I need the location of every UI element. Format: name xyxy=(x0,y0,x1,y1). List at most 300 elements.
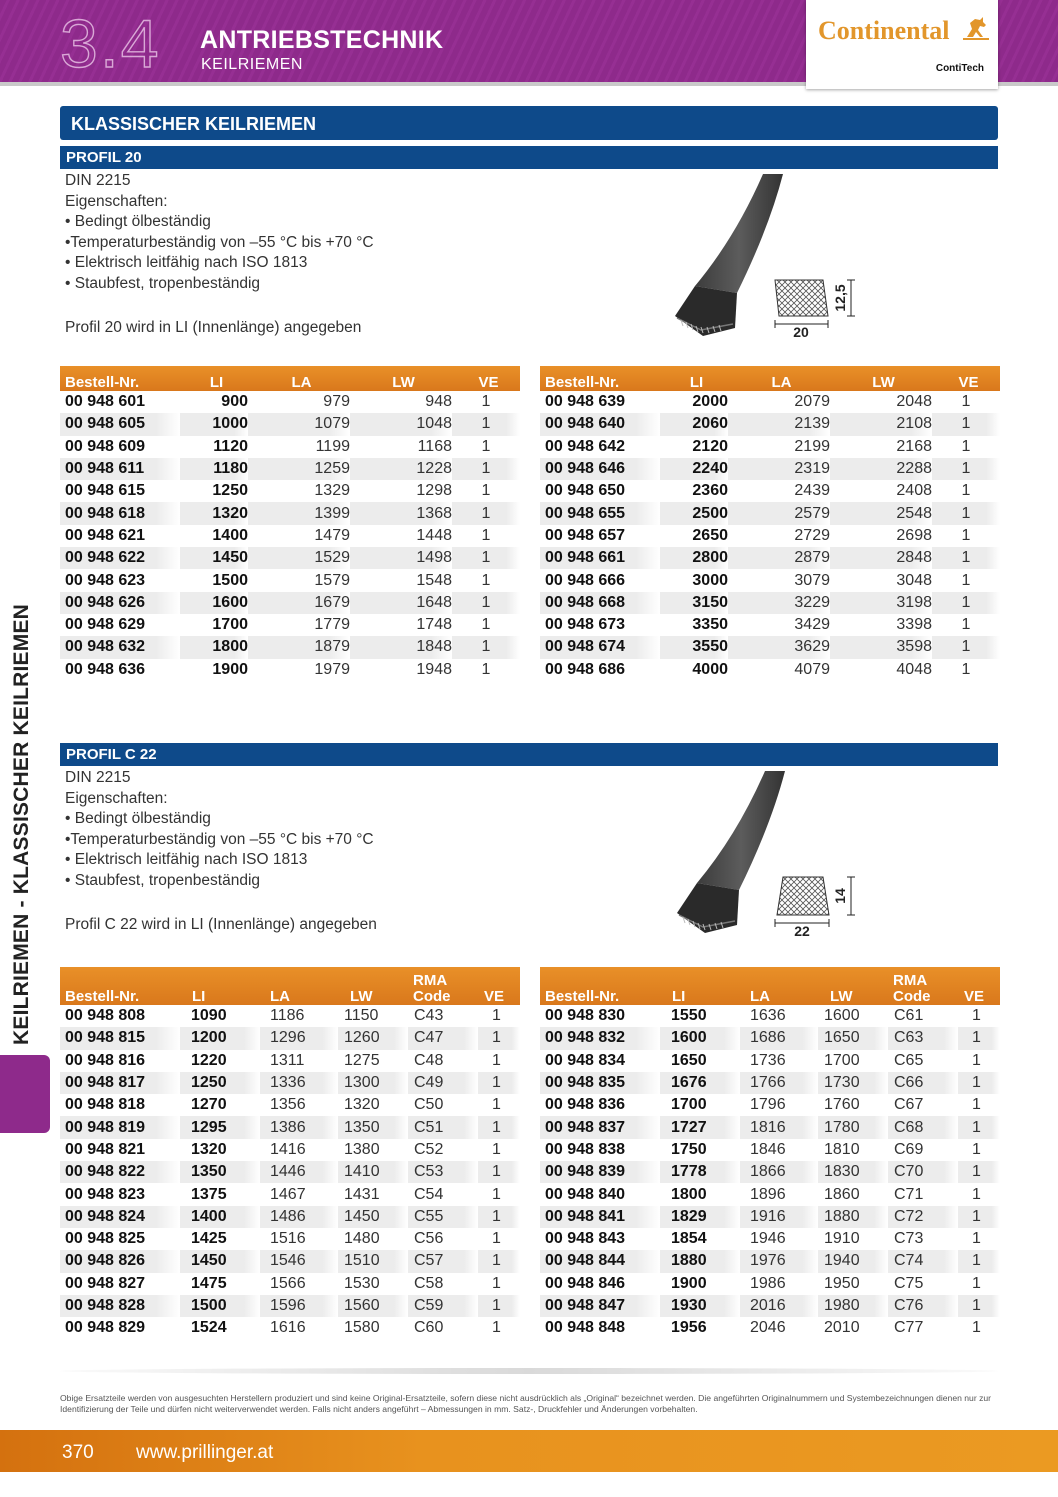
lw-value: 1650 xyxy=(818,1027,888,1049)
li-value: 1320 xyxy=(191,1140,227,1158)
order-number: 00 948 808 xyxy=(65,1007,146,1025)
lw-value: 1350 xyxy=(338,1116,408,1138)
order-number: 00 948 840 xyxy=(545,1185,626,1203)
property-item: • Bedingt ölbeständig xyxy=(65,213,211,230)
rma-code: C69 xyxy=(894,1140,924,1158)
la-value: 1616 xyxy=(270,1319,306,1337)
order-number: 00 948 646 xyxy=(540,458,660,480)
li-value: 2500 xyxy=(660,502,728,524)
la-value: 4079 xyxy=(794,660,830,678)
ve-value: 1 xyxy=(972,1274,981,1292)
order-number: 00 948 629 xyxy=(65,616,146,634)
li-value: 1900 xyxy=(212,660,248,678)
la-value: 2079 xyxy=(794,393,830,411)
table-row xyxy=(60,1228,520,1250)
column-header: VE xyxy=(452,366,520,391)
rma-code: C50 xyxy=(414,1096,444,1114)
lw-value: 1748 xyxy=(416,616,452,634)
rma-code: C51 xyxy=(408,1116,478,1138)
lw-value: 1600 xyxy=(824,1007,860,1025)
table-row xyxy=(540,1027,1000,1049)
lw-value: 3198 xyxy=(830,592,932,614)
la-value: 2046 xyxy=(750,1319,786,1337)
la-value: 1896 xyxy=(750,1185,786,1203)
lw-value: 2168 xyxy=(896,437,932,455)
profile-20-table-right xyxy=(540,366,1000,681)
ve-value: 1 xyxy=(972,1319,981,1337)
table-row xyxy=(60,1116,520,1138)
rma-code: C53 xyxy=(408,1161,478,1183)
la-value: 1796 xyxy=(750,1096,786,1114)
brand-logo xyxy=(806,0,998,89)
rma-code: C67 xyxy=(894,1096,924,1114)
lw-value: 1450 xyxy=(338,1206,408,1228)
li-value: 1600 xyxy=(180,592,248,614)
la-value: 1916 xyxy=(740,1206,818,1228)
li-value: 2360 xyxy=(692,482,728,500)
table-row xyxy=(540,1183,1000,1205)
brand-wordmark: Continental xyxy=(818,16,950,45)
rma-code: C57 xyxy=(408,1250,478,1272)
table-row xyxy=(540,1050,1000,1072)
property-item: • Staubfest, tropenbeständig xyxy=(65,274,261,292)
v-belt-profile-20-image xyxy=(665,168,865,348)
table-row xyxy=(540,1139,1000,1161)
header-subtitle: KEILRIEMEN xyxy=(201,56,303,73)
rma-code: C60 xyxy=(414,1319,444,1337)
property-item: • Elektrisch leitfähig nach ISO 1813 xyxy=(65,851,308,868)
la-value: 1416 xyxy=(270,1140,306,1158)
la-value: 1479 xyxy=(314,526,350,544)
ve-value: 1 xyxy=(932,502,1000,524)
li-value: 1500 xyxy=(212,571,248,589)
la-value: 1596 xyxy=(260,1295,338,1317)
column-header: VE xyxy=(478,967,520,1005)
lw-value: 1560 xyxy=(338,1295,408,1317)
table-row xyxy=(60,502,520,524)
table-row xyxy=(60,1206,520,1228)
table-row xyxy=(540,659,1000,681)
table-row xyxy=(540,547,1000,569)
li-value: 1090 xyxy=(191,1007,227,1025)
rma-code: C75 xyxy=(894,1274,924,1292)
lw-value: 1275 xyxy=(344,1051,380,1069)
ve-value: 1 xyxy=(972,1140,981,1158)
li-value: 2650 xyxy=(692,526,728,544)
order-number: 00 948 626 xyxy=(60,592,180,614)
profile-note: Profil C 22 wird in LI (Innenlänge) angegeben xyxy=(65,916,377,933)
li-value: 1375 xyxy=(191,1185,227,1203)
lw-value: 1810 xyxy=(824,1140,860,1158)
rma-code: C49 xyxy=(408,1072,478,1094)
order-number: 00 948 824 xyxy=(60,1206,180,1228)
li-value: 1400 xyxy=(212,526,248,544)
table-row xyxy=(540,614,1000,636)
li-value: 1320 xyxy=(180,502,248,524)
page-footer xyxy=(0,1430,1058,1472)
column-header: LA xyxy=(260,967,338,1005)
order-number: 00 948 844 xyxy=(540,1250,660,1272)
order-number: 00 948 823 xyxy=(65,1185,146,1203)
order-number: 00 948 815 xyxy=(60,1027,180,1049)
ve-value: 1 xyxy=(961,437,971,455)
table-row xyxy=(60,1005,520,1027)
column-header: RMA Code xyxy=(408,967,478,1005)
table-row xyxy=(60,1139,520,1161)
table-row xyxy=(60,1250,520,1272)
ve-value: 1 xyxy=(958,1072,1000,1094)
column-header: LI xyxy=(660,366,728,391)
ve-value: 1 xyxy=(961,616,971,634)
li-value: 1750 xyxy=(671,1140,707,1158)
lw-value: 1848 xyxy=(350,636,452,658)
order-number: 00 948 632 xyxy=(60,636,180,658)
column-header: VE xyxy=(932,366,1000,391)
column-header: Bestell-Nr. xyxy=(60,366,180,391)
lw-value: 2408 xyxy=(896,482,932,500)
rma-code: C47 xyxy=(408,1027,478,1049)
la-value: 2199 xyxy=(794,437,830,455)
li-value: 1500 xyxy=(180,1295,260,1317)
li-value: 1250 xyxy=(180,1072,260,1094)
table-row xyxy=(540,391,1000,413)
column-header: LI xyxy=(660,967,740,1005)
ve-value: 1 xyxy=(972,1096,981,1114)
property-item: •Temperaturbeständig von –55 °C bis +70 °C xyxy=(65,233,374,251)
order-number: 00 948 655 xyxy=(540,502,660,524)
la-value: 1579 xyxy=(314,571,350,589)
li-value: 1829 xyxy=(660,1206,740,1228)
li-value: 3350 xyxy=(692,616,728,634)
ve-value: 1 xyxy=(972,1230,981,1248)
lw-value: 3598 xyxy=(830,636,932,658)
rma-code: C48 xyxy=(414,1051,444,1069)
la-value: 1686 xyxy=(740,1027,818,1049)
li-value: 1475 xyxy=(191,1274,227,1292)
lw-value: 2698 xyxy=(896,526,932,544)
la-value: 1866 xyxy=(740,1161,818,1183)
table-row xyxy=(540,1295,1000,1317)
la-value: 1329 xyxy=(314,482,350,500)
ve-value: 1 xyxy=(481,571,491,589)
table-row xyxy=(60,592,520,614)
li-value: 1524 xyxy=(191,1319,227,1337)
ve-value: 1 xyxy=(452,458,520,480)
order-number: 00 948 817 xyxy=(60,1072,180,1094)
order-number: 00 948 822 xyxy=(60,1161,180,1183)
la-value: 1186 xyxy=(270,1007,305,1025)
ve-value: 1 xyxy=(481,482,491,500)
li-value: 1250 xyxy=(212,482,248,500)
li-value: 1450 xyxy=(180,1250,260,1272)
rma-code: C61 xyxy=(894,1007,924,1025)
lw-value: 3048 xyxy=(896,571,932,589)
ve-value: 1 xyxy=(481,393,491,411)
li-value: 1650 xyxy=(671,1051,707,1069)
column-header: LI xyxy=(180,967,260,1005)
order-number: 00 948 673 xyxy=(545,616,626,634)
ve-value: 1 xyxy=(481,660,491,678)
la-value: 1566 xyxy=(270,1274,306,1292)
lw-value: 1548 xyxy=(416,571,452,589)
li-value: 900 xyxy=(221,393,248,411)
ve-value: 1 xyxy=(958,1206,1000,1228)
horse-logo-icon xyxy=(963,15,989,41)
profile-c22-description xyxy=(65,768,377,936)
column-header: LW xyxy=(830,366,932,391)
table-row xyxy=(540,636,1000,658)
order-number: 00 948 832 xyxy=(540,1027,660,1049)
la-value: 3079 xyxy=(794,571,830,589)
rma-code: C77 xyxy=(894,1319,924,1337)
header-title: ANTRIEBSTECHNIK xyxy=(200,26,444,54)
property-item: • Bedingt ölbeständig xyxy=(65,810,211,827)
profile-c22-title: PROFIL C 22 xyxy=(60,743,998,766)
ve-value: 1 xyxy=(478,1206,520,1228)
rma-code: C68 xyxy=(888,1116,958,1138)
table-row xyxy=(540,1116,1000,1138)
lw-value: 948 xyxy=(425,393,452,411)
order-number: 00 948 686 xyxy=(545,660,626,678)
footer-url[interactable]: www.prillinger.at xyxy=(136,1442,274,1463)
lw-value: 1228 xyxy=(350,458,452,480)
ve-value: 1 xyxy=(452,547,520,569)
profile-20-title: PROFIL 20 xyxy=(60,146,998,169)
sidebar-tab xyxy=(0,1055,50,1133)
ve-value: 1 xyxy=(958,1250,1000,1272)
lw-value: 1940 xyxy=(818,1250,888,1272)
rma-code: C58 xyxy=(414,1274,444,1292)
table-row xyxy=(60,1072,520,1094)
lw-value: 1700 xyxy=(824,1051,860,1069)
ve-value: 1 xyxy=(961,482,971,500)
rma-code: C66 xyxy=(888,1072,958,1094)
li-value: 2120 xyxy=(692,437,728,455)
lw-value: 1448 xyxy=(416,526,452,544)
ve-value: 1 xyxy=(492,1051,501,1069)
ve-value: 1 xyxy=(958,1295,1000,1317)
ve-value: 1 xyxy=(961,571,971,589)
li-value: 1854 xyxy=(671,1230,707,1248)
column-header: LW xyxy=(350,366,452,391)
rma-code: C73 xyxy=(894,1230,924,1248)
rma-code: C72 xyxy=(888,1206,958,1228)
ve-value: 1 xyxy=(492,1096,501,1114)
profile-c22-table-right xyxy=(540,967,1000,1339)
rma-code: C70 xyxy=(888,1161,958,1183)
lw-value: 1320 xyxy=(344,1096,380,1114)
table-row xyxy=(60,1094,520,1116)
rma-code: C74 xyxy=(888,1250,958,1272)
li-value: 3000 xyxy=(692,571,728,589)
lw-value: 1950 xyxy=(824,1274,860,1292)
ve-value: 1 xyxy=(478,1250,520,1272)
order-number: 00 948 609 xyxy=(65,437,146,455)
table-row xyxy=(540,592,1000,614)
la-value: 1486 xyxy=(260,1206,338,1228)
ve-value: 1 xyxy=(452,413,520,435)
li-value: 1800 xyxy=(671,1185,707,1203)
table-row xyxy=(540,525,1000,547)
li-value: 1727 xyxy=(660,1116,740,1138)
la-value: 1846 xyxy=(750,1140,786,1158)
column-header: LW xyxy=(818,967,888,1005)
order-number: 00 948 838 xyxy=(545,1140,626,1158)
property-item: • Elektrisch leitfähig nach ISO 1813 xyxy=(65,254,308,271)
profile-c22-table-left xyxy=(60,967,520,1339)
rma-code: C54 xyxy=(414,1185,444,1203)
order-number: 00 948 666 xyxy=(545,571,626,589)
la-value: 1259 xyxy=(248,458,350,480)
table-row xyxy=(540,458,1000,480)
profile-norm: DIN 2215 xyxy=(65,172,131,189)
table-row xyxy=(540,502,1000,524)
li-value: 2000 xyxy=(692,393,728,411)
order-number: 00 948 819 xyxy=(60,1116,180,1138)
lw-value: 1910 xyxy=(824,1230,860,1248)
ve-value: 1 xyxy=(932,592,1000,614)
ve-value: 1 xyxy=(492,1230,501,1248)
ve-value: 1 xyxy=(478,1027,520,1049)
rma-code: C55 xyxy=(408,1206,478,1228)
ve-value: 1 xyxy=(932,636,1000,658)
table-row xyxy=(60,547,520,569)
lw-value: 1048 xyxy=(350,413,452,435)
li-value: 1900 xyxy=(671,1274,707,1292)
lw-value: 1168 xyxy=(417,437,452,455)
rma-code: C63 xyxy=(888,1027,958,1049)
ve-value: 1 xyxy=(961,660,971,678)
ve-value: 1 xyxy=(961,393,971,411)
li-value: 1880 xyxy=(660,1250,740,1272)
order-number: 00 948 640 xyxy=(540,413,660,435)
lw-value: 1880 xyxy=(818,1206,888,1228)
table-row xyxy=(60,1050,520,1072)
order-number: 00 948 826 xyxy=(60,1250,180,1272)
ve-value: 1 xyxy=(958,1027,1000,1049)
table-row xyxy=(60,1027,520,1049)
li-value: 2060 xyxy=(660,413,728,435)
la-value: 1296 xyxy=(260,1027,338,1049)
table-row xyxy=(540,1161,1000,1183)
property-item: •Temperaturbeständig von –55 °C bis +70 °C xyxy=(65,830,374,848)
order-number: 00 948 816 xyxy=(65,1051,146,1069)
li-value: 1270 xyxy=(191,1096,227,1114)
table-row xyxy=(60,614,520,636)
table-row xyxy=(540,1072,1000,1094)
order-number: 00 948 837 xyxy=(540,1116,660,1138)
lw-value: 3398 xyxy=(896,616,932,634)
page-number: 370 xyxy=(62,1442,94,1463)
order-number: 00 948 615 xyxy=(65,482,146,500)
table-row xyxy=(540,1094,1000,1116)
dimension-height: 14 xyxy=(832,888,848,904)
li-value: 3550 xyxy=(660,636,728,658)
order-number: 00 948 821 xyxy=(65,1140,146,1158)
li-value: 1778 xyxy=(660,1161,740,1183)
properties-label: Eigenschaften: xyxy=(65,789,168,807)
li-value: 1676 xyxy=(660,1072,740,1094)
li-value: 1400 xyxy=(180,1206,260,1228)
table-row xyxy=(540,1250,1000,1272)
la-value: 2439 xyxy=(794,482,830,500)
lw-value: 1580 xyxy=(344,1319,380,1337)
order-number: 00 948 622 xyxy=(60,547,180,569)
order-number: 00 948 623 xyxy=(65,571,146,589)
order-number: 00 948 846 xyxy=(545,1274,626,1292)
la-value: 2879 xyxy=(728,547,830,569)
li-value: 1450 xyxy=(180,547,248,569)
li-value: 1600 xyxy=(660,1027,740,1049)
la-value: 979 xyxy=(323,393,350,411)
la-value: 1816 xyxy=(740,1116,818,1138)
li-value: 1295 xyxy=(180,1116,260,1138)
la-value: 1199 xyxy=(315,437,350,455)
lw-value: 1480 xyxy=(344,1230,380,1248)
column-header: Bestell-Nr. xyxy=(60,967,180,1005)
la-value: 1779 xyxy=(314,616,350,634)
order-number: 00 948 639 xyxy=(545,393,626,411)
table-row xyxy=(540,1273,1000,1295)
order-number: 00 948 642 xyxy=(545,437,626,455)
rma-code: C65 xyxy=(894,1051,924,1069)
la-value: 1766 xyxy=(740,1072,818,1094)
lw-value: 2010 xyxy=(824,1319,860,1337)
la-value: 1336 xyxy=(260,1072,338,1094)
order-number: 00 948 650 xyxy=(545,482,626,500)
order-number: 00 948 621 xyxy=(65,526,146,544)
rma-code: C56 xyxy=(414,1230,444,1248)
table-row xyxy=(60,1317,520,1339)
table-row xyxy=(60,391,520,413)
ve-value: 1 xyxy=(492,1007,501,1025)
table-row xyxy=(60,525,520,547)
order-number: 00 948 601 xyxy=(65,393,146,411)
ve-value: 1 xyxy=(481,437,491,455)
li-value: 1350 xyxy=(180,1161,260,1183)
ve-value: 1 xyxy=(452,592,520,614)
order-number: 00 948 657 xyxy=(545,526,626,544)
li-value: 1000 xyxy=(180,413,248,435)
table-row xyxy=(60,659,520,681)
ve-value: 1 xyxy=(478,1072,520,1094)
lw-value: 1730 xyxy=(818,1072,888,1094)
lw-value: 1760 xyxy=(824,1096,860,1114)
lw-value: 2048 xyxy=(896,393,932,411)
li-value: 1180 xyxy=(180,458,248,480)
order-number: 00 948 618 xyxy=(60,502,180,524)
la-value: 2729 xyxy=(794,526,830,544)
li-value: 1120 xyxy=(213,437,248,455)
order-number: 00 948 843 xyxy=(545,1230,626,1248)
lw-value: 2548 xyxy=(830,502,932,524)
li-value: 1700 xyxy=(212,616,248,634)
table-row xyxy=(60,413,520,435)
ve-value: 1 xyxy=(492,1274,501,1292)
li-value: 1800 xyxy=(180,636,248,658)
la-value: 1946 xyxy=(750,1230,786,1248)
table-row xyxy=(60,1183,520,1205)
order-number: 00 948 836 xyxy=(545,1096,626,1114)
la-value: 1546 xyxy=(260,1250,338,1272)
ve-value: 1 xyxy=(478,1116,520,1138)
brand-contitech: ContiTech xyxy=(935,63,984,74)
lw-value: 1431 xyxy=(344,1185,380,1203)
lw-value: 1780 xyxy=(818,1116,888,1138)
properties-label: Eigenschaften: xyxy=(65,192,168,210)
dimension-width: 20 xyxy=(793,324,809,340)
v-belt-profile-c22-image xyxy=(665,765,865,945)
